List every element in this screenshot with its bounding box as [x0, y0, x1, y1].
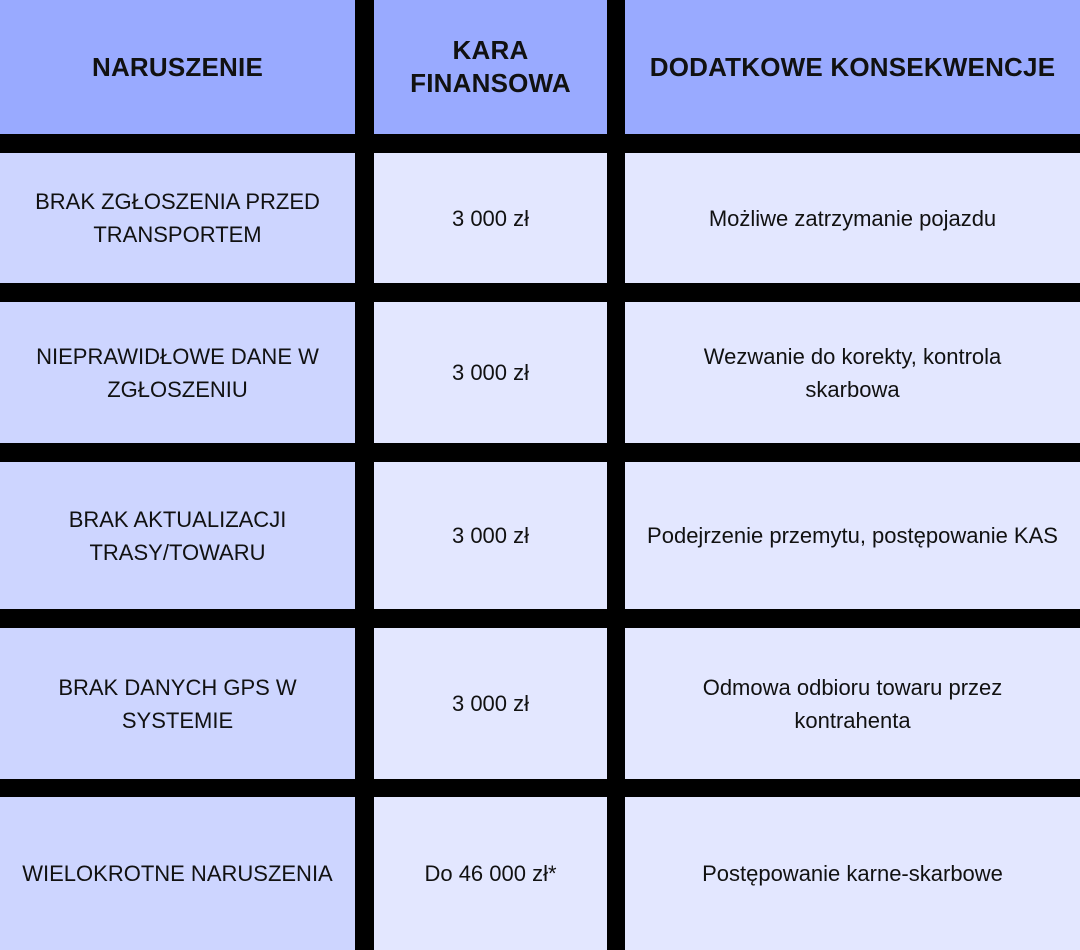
header-violation: NARUSZENIE [0, 0, 355, 134]
header-consequences: DODATKOWE KONSEKWENCJE [625, 0, 1080, 134]
table-row-2-consequence: Wezwanie do korekty, kontrola skarbowa [625, 302, 1080, 443]
header-penalty: KARA FINANSOWA [374, 0, 607, 134]
table-row-3-violation: BRAK AKTUALIZACJI TRASY/TOWARU [0, 462, 355, 609]
table-row-1-violation: BRAK ZGŁOSZENIA PRZED TRANSPORTEM [0, 153, 355, 283]
table-row-2-penalty: 3 000 zł [374, 302, 607, 443]
table-row-4-consequence: Odmowa odbioru towaru przez kontrahenta [625, 628, 1080, 779]
table-row-3-consequence: Podejrzenie przemytu, postępowanie KAS [625, 462, 1080, 609]
table-row-4-penalty: 3 000 zł [374, 628, 607, 779]
table-row-1-consequence: Możliwe zatrzymanie pojazdu [625, 153, 1080, 283]
table-row-5-violation: WIELOKROTNE NARUSZENIA [0, 797, 355, 950]
table-row-5-penalty: Do 46 000 zł* [374, 797, 607, 950]
table-row-3-penalty: 3 000 zł [374, 462, 607, 609]
table-row-5-consequence: Postępowanie karne-skarbowe [625, 797, 1080, 950]
table-row-4-violation: BRAK DANYCH GPS W SYSTEMIE [0, 628, 355, 779]
table-row-1-penalty: 3 000 zł [374, 153, 607, 283]
table-row-2-violation: NIEPRAWIDŁOWE DANE W ZGŁOSZENIU [0, 302, 355, 443]
